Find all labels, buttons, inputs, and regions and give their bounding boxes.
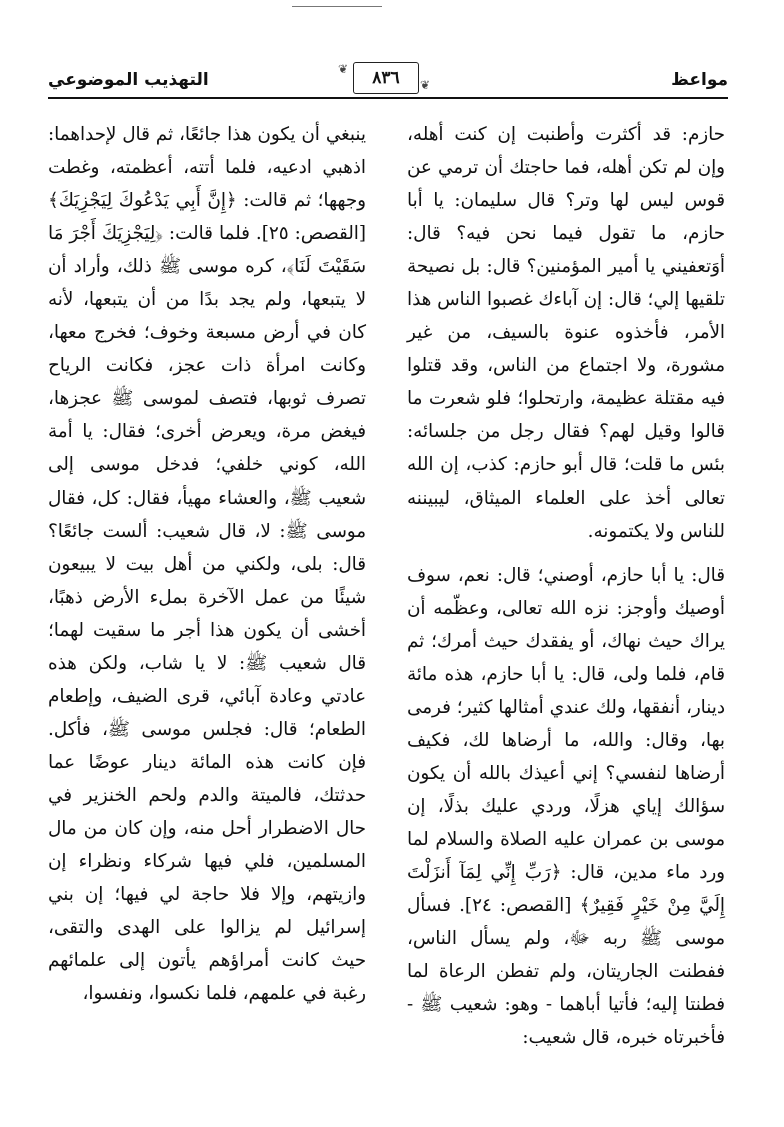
left-column <box>48 118 366 1010</box>
book-title: التهذيب الموضوعي <box>48 70 209 90</box>
section-title: مواعظ <box>671 70 728 90</box>
paragraph: حازم: قد أكثرت وأطنبت إن كنت أهله، وإن لم تكن أهله، فما حاجتك أن ترمي عن قوس ليس لها وتر؟ قال سليمان: يا أبا حازم، ما تقول فيما نحن فيه؟ قال: أوَتعفيني يا أمير المؤمنين؟ قال: بل نصيحة تلقيها إلي؛ قال: إن آباءك غصبوا الناس هذا الأمر، فأخذوه عنوة بالسيف، من غير مشورة، ولا اجتماع من الناس، وقد قتلوا فيه مقتلة عظيمة، وارتحلوا؛ فلو شعرت ما قالوا وقيل لهم؟ فقال رجل من جلسائه: بئس ما قلت؛ قال أبو حازم: كذب، إن الله تعالى أخذ على العلماء الميثاق، ليبيننه للناس ولا يكتمونه. <box>407 124 725 542</box>
ornament-icon: ❦ <box>338 62 349 76</box>
paragraph: ينبغي أن يكون هذا جائعًا، ثم قال لإحداهما: اذهبي ادعيه، فلما أتته، أعظمته، وغطت وجهها؛ ثم قالت: ﴿إِنَّ أَبِي يَدْعُوكَ لِيَجْزِيَكَ﴾ [القصص: ٢٥]. فلما قالت: ﴿لِيَجْزِيَكَ أَجْرَ مَا سَقَيْتَ لَنَا﴾، كره موسى ﷺ ذلك، وأراد أن لا يتبعها، ولم يجد بدًا من أن يتبعها، لأنه كان في أرض مسبعة وخوف؛ فخرج معها، وكانت امرأة ذات عجز، فكانت الرياح تصرف ثوبها، فتصف لموسى ﷺ عجزها، فيغض مرة، ويعرض أخرى؛ فقال: يا أمة الله، كوني خلفي؛ فدخل موسى إلى شعيب ﷺ، والعشاء مهيأ، فقال: كل، فقال موسى ﷺ: لا، قال شعيب: ألست جائعًا؟ قال: بلى، ولكني من أهل بيت لا يبيعون شيئًا من عمل الآخرة بملء الأرض ذهبًا، أخشى أن يكون هذا أجر ما سقيت لهما؛ قال شعيب ﷺ: لا يا شاب، ولكن هذه عادتي وعادة آبائي، قرى الضيف، وإطعام الطعام؛ قال: فجلس موسى ﷺ، فأكل. فإن كانت هذه المائة دينار عوضًا عما حدثتك، فالميتة والدم ولحم الخنزير في حال الاضطرار أحل منه، وإن كان من مال المسلمين، فلي فيها شركاء ونظراء إن وازيتهم، وإلا فلا حاجة لي فيها؛ إن بني إسرائيل لم يزالوا على الهدى والتقى، حيث كانت أمراؤهم يأتون إلى علمائهم رغبة في علمهم، فلما نكسوا، ونفسوا، <box>48 124 367 1005</box>
ornament-icon: ❦ <box>420 78 431 92</box>
top-mark <box>292 6 382 7</box>
page-number: ٨٣٦ <box>353 62 419 94</box>
page-header <box>48 62 728 98</box>
right-column <box>407 118 725 1054</box>
header-rule <box>48 97 728 99</box>
paragraph: قال: يا أبا حازم، أوصني؛ قال: نعم، سوف أوصيك وأوجز: نزه الله تعالى، وعظّمه أن يراك حيث نهاك، أو يفقدك حيث أمرك؛ ثم قام، فلما ولى، قال: يا أبا حازم، هذه مائة دينار، أنفقها، ولك عندي أمثالها كثير؛ فرمى بها، وقال: والله، ما أرضاها لك، فكيف أرضاها لنفسي؟ إني أعيذك بالله أن يكون سؤالك إياي هزلًا، وردي عليك بذلًا، إن موسى بن عمران عليه الصلاة والسلام لما ورد ماء مدين، قال: ﴿رَبِّ إِنِّي لِمَآ أَنزَلْتَ إِلَيَّ مِنْ خَيْرٍ فَقِيرٌ﴾ [القصص: ٢٤]. فسأل موسى ﷺ ربه ﷻ، ولم يسأل الناس، ففطنت الجاريتان، ولم تفطن الرعاة لما فطنتا إليه؛ فأتيا أباهما - وهو: شعيب ﷺ - فأخبرتاه خبره، قال شعيب: <box>407 564 726 1049</box>
